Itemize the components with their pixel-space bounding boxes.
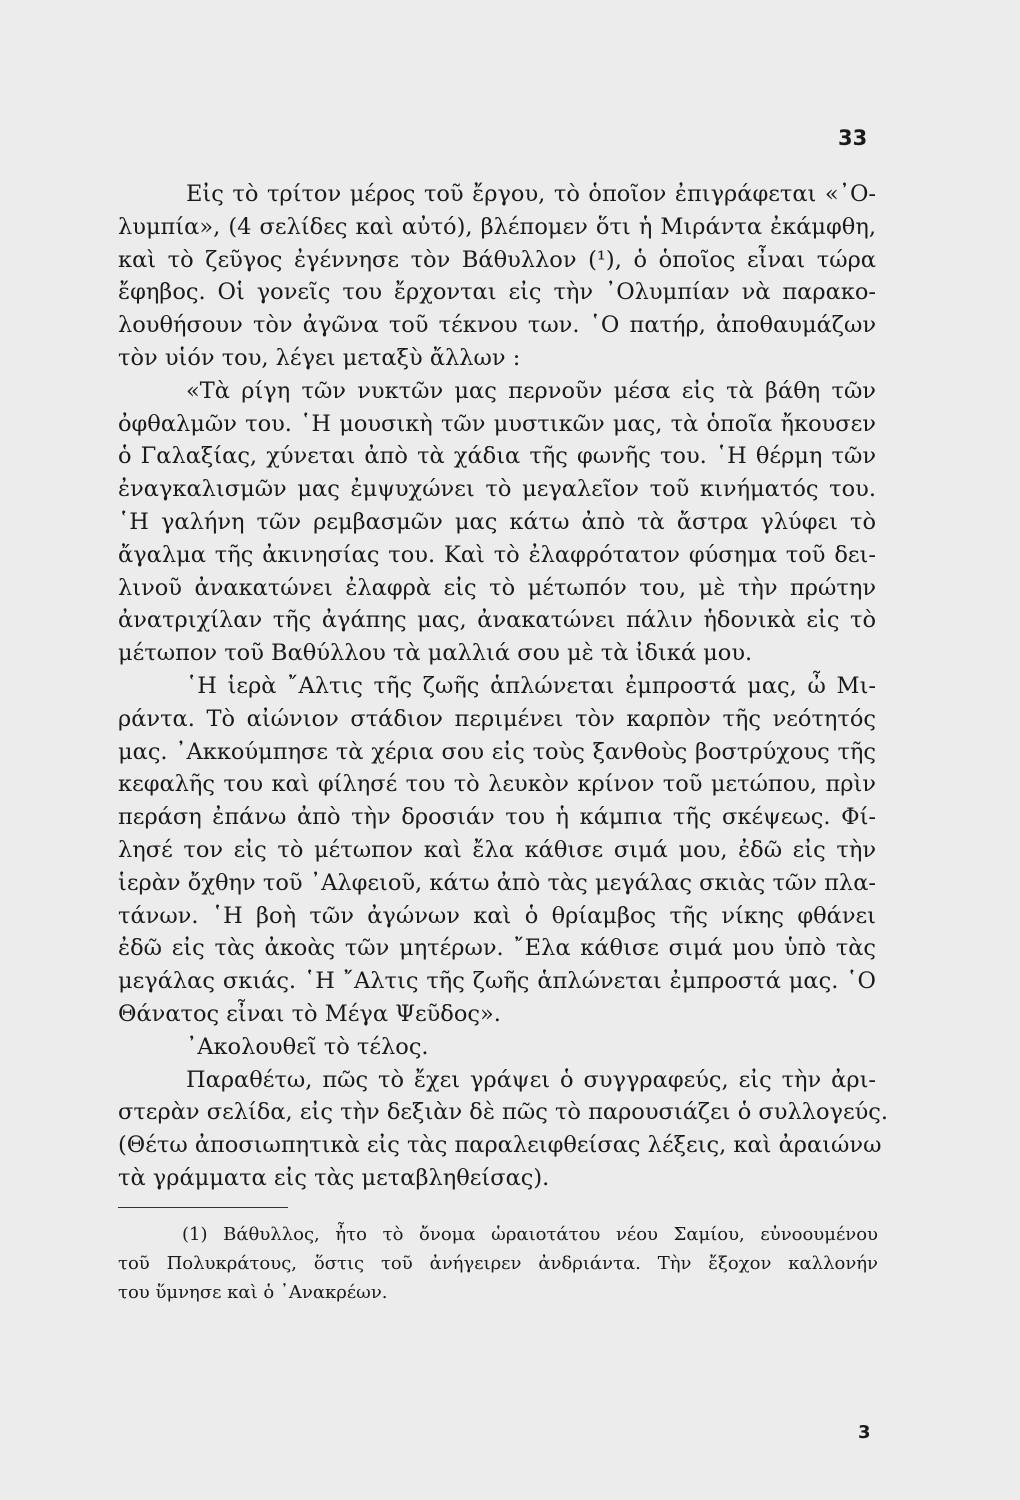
text-line: λησέ τον εἰς τὸ μέτωπον καὶ ἔλα κάθισε σιμά μου, ἐδῶ εἰς τὴν <box>118 836 876 863</box>
text-line: ὀφθαλμῶν του. ῾Η μουσικὴ τῶν μυστικῶν μας, τὰ ὁποῖα ἤκουσεν <box>118 410 876 437</box>
text-line: Παραθέτω, πῶς τὸ ἔχει γράψει ὁ συγγραφεύς, εἰς τὴν ἀρι- <box>186 1066 876 1093</box>
text-line: ἄγαλμα τῆς ἀκινησίας του. Καὶ τὸ ἐλαφρότατον φύσημα τοῦ δει- <box>118 541 876 568</box>
text-line: ράντα. Τὸ αἰώνιον στάδιον περιμένει τὸν καρπὸν τῆς νεότητός <box>118 705 876 732</box>
text-line: (Θέτω ἀποσιωπητικὰ εἰς τὰς παραλειφθείσας λέξεις, καὶ ἀραιώνω <box>118 1132 882 1159</box>
text-line: καὶ τὸ ζεῦγος ἐγέννησε τὸν Βάθυλλον (¹), ὁ ὁποῖος εἶναι τώρα <box>118 246 876 273</box>
text-line: ὁ Γαλαξίας, χύνεται ἀπὸ τὰ χάδια τῆς φωνῆς του. ῾Η θέρμη τῶν <box>118 443 876 470</box>
footnote-line: του ὕμνησε καὶ ὁ ᾿Ανακρέων. <box>118 1282 388 1303</box>
text-line: μέτωπον τοῦ Βαθύλλου τὰ μαλλιά σου μὲ τὰ ἰδικά μου. <box>118 640 753 667</box>
text-line: κεφαλῆς του καὶ φίλησέ του τὸ λευκὸν κρίνον τοῦ μετώπου, πρὶν <box>118 771 876 798</box>
text-line: ᾿Ακολουθεῖ τὸ τέλος. <box>186 1033 429 1060</box>
text-line: Εἰς τὸ τρίτον μέρος τοῦ ἔργου, τὸ ὁποῖον ἐπιγράφεται «᾿Ο- <box>186 181 876 207</box>
text-line: «Τὰ ρίγη τῶν νυκτῶν μας περνοῦν μέσα εἰς τὰ βάθη τῶν <box>186 377 876 404</box>
text-line: τάνων. ῾Η βοὴ τῶν ἀγώνων καὶ ὁ θρίαμβος τῆς νίκης φθάνει <box>118 902 876 929</box>
printer-signature-mark: 3 <box>858 1422 871 1443</box>
text-line: ἔφηβος. Οἱ γονεῖς του ἔρχονται εἰς τὴν ᾿Ολυμπίαν νὰ παρακο- <box>118 279 876 306</box>
text-line: τὸν υἱόν του, λέγει μεταξὺ ἄλλων : <box>118 344 521 371</box>
text-line: Θάνατος εἶναι τὸ Μέγα Ψεῦδος». <box>118 1000 501 1027</box>
footnote-line: τοῦ Πολυκράτους, ὅστις τοῦ ἀνήγειρεν ἀνδριάντα. Τὴν ἔξοχον καλλονήν <box>118 1253 878 1274</box>
page-number: 33 <box>838 126 868 150</box>
text-line: ῾Η ἱερὰ ῎Αλτις τῆς ζωῆς ἁπλώνεται ἐμπροστά μας, ὦ Μι- <box>186 672 876 699</box>
text-line: στερὰν σελίδα, εἰς τὴν δεξιὰν δὲ πῶς τὸ παρουσιάζει ὁ συλλογεύς. <box>118 1099 889 1126</box>
footnotes <box>118 1220 878 1307</box>
text-line: τὰ γράμματα εἰς τὰς μεταβληθείσας). <box>118 1164 550 1191</box>
text-line: μεγάλας σκιάς. ῾Η ῎Αλτις τῆς ζωῆς ἁπλώνεται ἐμπροστά μας. ῾Ο <box>118 968 876 995</box>
text-line: ἱερὰν ὄχθην τοῦ ᾿Αλφειοῦ, κάτω ἀπὸ τὰς μεγάλας σκιὰς τῶν πλα- <box>118 869 876 896</box>
text-line: λουθήσουν τὸν ἀγῶνα τοῦ τέκνου των. ῾Ο πατήρ, ἀποθαυμάζων <box>118 312 876 339</box>
text-line: ῾Η γαλήνη τῶν ρεμβασμῶν μας κάτω ἀπὸ τὰ ἄστρα γλύφει τὸ <box>118 508 876 535</box>
footnote-divider <box>118 1207 288 1208</box>
text-line: μας. ᾿Ακκούμπησε τὰ χέρια σου εἰς τοὺς ξανθοὺς βοστρύχους τῆς <box>118 738 876 765</box>
text-line: λυμπία», (4 σελίδες καὶ αὐτό), βλέπομεν ὅτι ἡ Μιράντα ἐκάμφθη, <box>118 213 876 240</box>
text-line: ἐδῶ εἰς τὰς ἀκοὰς τῶν μητέρων. ῎Ελα κάθισε σιμά μου ὑπὸ τὰς <box>118 935 876 962</box>
text-line: ἐναγκαλισμῶν μας ἐμψυχώνει τὸ μεγαλεῖον τοῦ κινήματός του. <box>118 476 876 503</box>
footnote-line: (1) Βάθυλλος, ἦτο τὸ ὄνομα ὡραιοτάτου νέου Σαμίου, εὐνοουμένου <box>182 1224 878 1245</box>
text-line: περάση ἐπάνω ἀπὸ τὴν δροσιάν του ἡ κάμπια τῆς σκέψεως. Φί- <box>118 804 876 831</box>
text-line: ἀνατριχίλαν τῆς ἀγάπης μας, ἀνακατώνει πάλιν ἡδονικὰ εἰς τὸ <box>118 607 876 634</box>
text-line: λινοῦ ἀνακατώνει ἐλαφρὰ εἰς τὸ μέτωπόν του, μὲ τὴν πρώτην <box>118 574 876 601</box>
body-text <box>118 178 889 1195</box>
